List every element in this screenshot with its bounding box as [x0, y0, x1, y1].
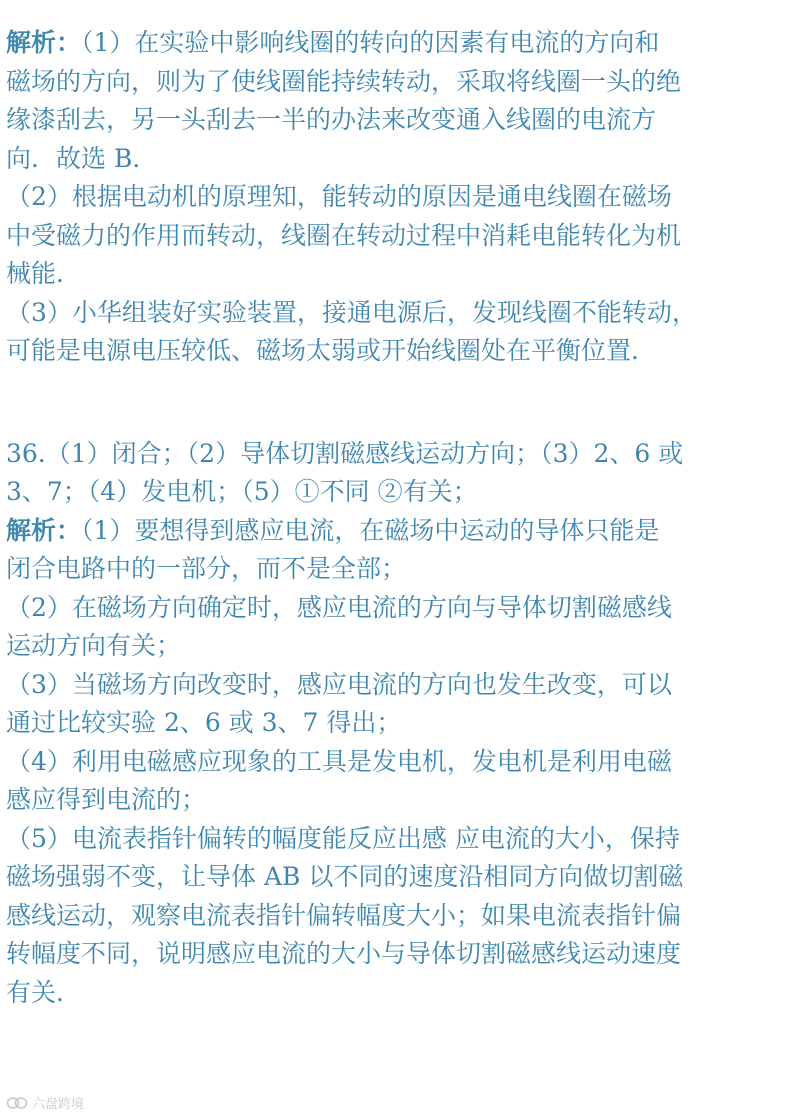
analysis-text: （1）要想得到感应电流，在磁场中运动的导体只能是 — [81, 515, 660, 545]
text-line: 感应得到电流的； — [6, 785, 207, 814]
text-line: 运动方向有关； — [6, 631, 182, 660]
text-line: 闭合电路中的一部分，而不是全部； — [6, 554, 407, 583]
watermark — [6, 1093, 84, 1112]
answer-line: 3、7；（4）发电机；（5）①不同 ②有关； — [6, 477, 478, 506]
text-line: 有关． — [6, 977, 82, 1007]
answer-line: 36.（1）闭合；（2）导体切割磁感线运动方向；（3）2、6 或 — [6, 438, 684, 468]
text-line: 磁场强弱不变，让导体 AB 以不同的速度沿相同方向做切割磁 — [6, 862, 684, 891]
text-line: 械能． — [6, 259, 82, 288]
text-line: （3）当磁场方向改变时，感应电流的方向也发生改变，可以 — [6, 669, 672, 699]
text-line: （3）小华组装好实验装置，接通电源后，发现线圈不能转动， — [6, 297, 697, 327]
text-line: 转幅度不同，说明感应电流的大小与导体切割磁感线运动速度 — [6, 939, 682, 968]
text-line: 可能是电源电压较低、磁场太弱或开始线圈处在平衡位置． — [6, 336, 657, 365]
analysis-label: 解析： — [6, 515, 82, 545]
section-gap — [6, 371, 780, 435]
analysis-line — [6, 512, 780, 551]
watermark-text: 六盘跨境 — [32, 1097, 85, 1112]
text-line: 通过比较实验 2、6 或 3、7 得出； — [6, 708, 402, 737]
analysis-line — [6, 24, 780, 63]
text-line: 向．故选 B． — [6, 143, 158, 173]
text-line: （2）根据电动机的原理知，能转动的原因是通电线圈在磁场 — [6, 182, 672, 211]
text-line: （4）利用电磁感应现象的工具是发电机，发电机是利用电磁 — [6, 746, 672, 776]
logo-icon — [6, 1096, 28, 1110]
text-line: （5）电流表指针偏转的幅度能反应出感 应电流的大小，保持 — [6, 823, 680, 853]
text-line: 中受磁力的作用而转动，线圈在转动过程中消耗电能转化为机 — [6, 220, 682, 250]
text-line: 磁场的方向，则为了使线圈能持续转动，采取将线圈一头的绝 — [6, 66, 682, 96]
analysis-text: （1）在实验中影响线圈的转向的因素有电流的方向和 — [81, 28, 660, 57]
text-line: （2）在磁场方向确定时，感应电流的方向与导体切割磁感线 — [6, 592, 672, 622]
analysis-label: 解析： — [6, 28, 82, 57]
text-line: 感线运动，观察电流表指针偏转幅度大小；如果电流表指针偏 — [6, 900, 682, 930]
text-line: 缘漆刮去，另一头刮去一半的办法来改变通入线圈的电流方 — [6, 105, 657, 134]
